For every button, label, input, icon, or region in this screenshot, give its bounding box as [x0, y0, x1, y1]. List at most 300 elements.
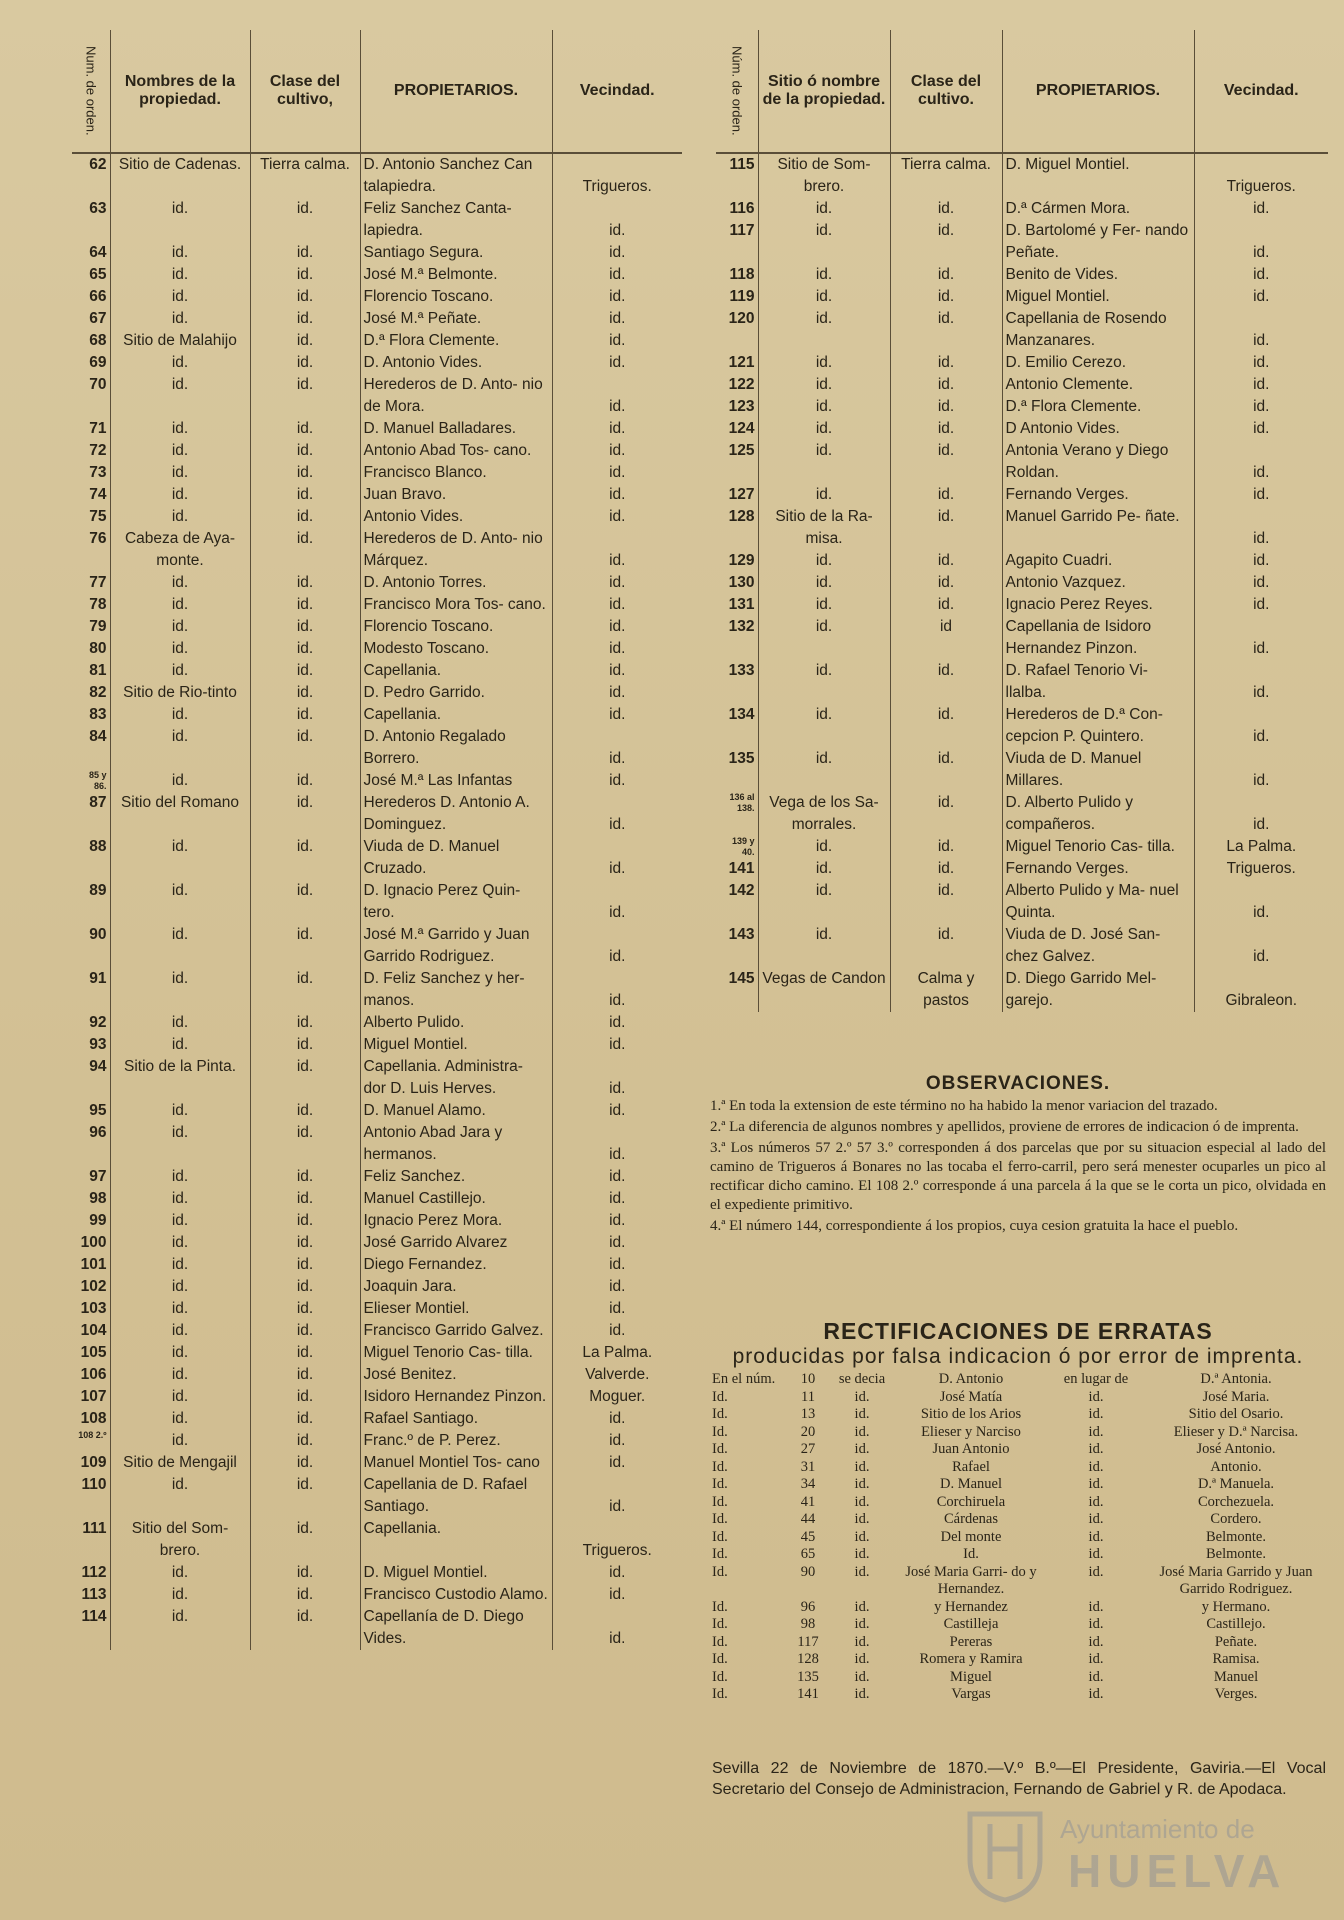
- errata-wrong: Sitio de los Arios: [920, 1406, 1022, 1422]
- row-number: 72: [72, 440, 110, 462]
- table-row: [716, 660, 1328, 704]
- row-vecindad: id.: [609, 398, 626, 415]
- errata-number: 13: [800, 1406, 816, 1422]
- errata-ref: Id.: [712, 1633, 728, 1650]
- row-propietario: D. Diego Garrido Mel- garejo.: [1002, 968, 1194, 1012]
- errata-instead: id.: [1088, 1388, 1104, 1405]
- row-propietario: D. Miguel Montiel.: [360, 1562, 552, 1584]
- errata-instead: id.: [1088, 1423, 1104, 1440]
- table-row: [72, 1276, 682, 1298]
- row-number: 112: [72, 1562, 110, 1584]
- row-propietario: Francisco Garrido Galvez.: [360, 1320, 552, 1342]
- row-vecindad: id.: [1253, 684, 1270, 701]
- row-clase: id.: [250, 1034, 360, 1056]
- row-clase: id: [890, 616, 1002, 660]
- row-number: 101: [72, 1254, 110, 1276]
- table-row: [716, 616, 1328, 660]
- row-site: Sitio de la Ra- misa.: [758, 506, 890, 550]
- errata-correct: Corchezuela.: [1197, 1493, 1275, 1510]
- table-row: [716, 704, 1328, 748]
- row-number: 71: [72, 418, 110, 440]
- row-vecindad: id.: [1253, 288, 1270, 305]
- row-clase: id.: [250, 352, 360, 374]
- row-site: id.: [110, 1320, 250, 1342]
- row-propietario: Antonia Verano y Diego Roldan.: [1002, 440, 1194, 484]
- row-propietario: Rafael Santiago.: [360, 1408, 552, 1430]
- row-clase: id.: [250, 1276, 360, 1298]
- row-clase: id.: [250, 1584, 360, 1606]
- row-site: Vega de los Sa- morrales.: [758, 792, 890, 836]
- errata-said: id.: [854, 1528, 870, 1545]
- errata-number: 90: [800, 1563, 816, 1580]
- errata-row: [710, 1529, 1326, 1547]
- row-clase: Calma y pastos: [890, 968, 1002, 1012]
- errata-instead: id.: [1088, 1528, 1104, 1545]
- header-propietarios: PROPIETARIOS.: [1002, 30, 1194, 153]
- row-vecindad: id.: [609, 706, 626, 723]
- row-clase: id.: [250, 1606, 360, 1650]
- row-site: id.: [110, 836, 250, 880]
- row-number: 133: [716, 660, 758, 704]
- row-propietario: Viuda de D. José San- chez Galvez.: [1002, 924, 1194, 968]
- row-vecindad: id.: [1253, 640, 1270, 657]
- row-clase: id.: [890, 352, 1002, 374]
- table-row: [716, 418, 1328, 440]
- row-vecindad: id.: [1253, 530, 1270, 547]
- row-vecindad: id.: [609, 1234, 626, 1251]
- row-clase: id.: [890, 858, 1002, 880]
- row-clase: id.: [250, 528, 360, 572]
- errata-said: id.: [854, 1616, 870, 1632]
- row-number: 93: [72, 1034, 110, 1056]
- row-clase: id.: [890, 374, 1002, 396]
- row-clase: id.: [250, 572, 360, 594]
- row-site: id.: [758, 418, 890, 440]
- row-propietario: José M.ª Belmonte.: [360, 264, 552, 286]
- errata-said: id.: [854, 1651, 870, 1667]
- row-clase: id.: [250, 1056, 360, 1100]
- table-row: [72, 506, 682, 528]
- errata-number: 128: [797, 1651, 819, 1667]
- table-row: [716, 594, 1328, 616]
- row-number: 85 y 86.: [72, 770, 110, 792]
- errata-said: id.: [854, 1686, 870, 1702]
- errata-row: [710, 1564, 1326, 1599]
- row-number: 66: [72, 286, 110, 308]
- errata-row: [710, 1546, 1326, 1564]
- header-num: Núm. de orden.: [716, 30, 758, 153]
- table-row: [72, 1166, 682, 1188]
- row-vecindad: id.: [609, 1102, 626, 1119]
- row-clase: id.: [250, 1232, 360, 1254]
- errata-wrong: Miguel: [950, 1668, 992, 1685]
- row-clase: id.: [890, 484, 1002, 506]
- table-row: [72, 352, 682, 374]
- errata-ref: Id.: [712, 1528, 728, 1545]
- row-number: 80: [72, 638, 110, 660]
- errata-said: id.: [854, 1563, 870, 1580]
- row-vecindad: id.: [609, 1410, 626, 1427]
- row-site: id.: [758, 550, 890, 572]
- row-clase: id.: [250, 1210, 360, 1232]
- row-vecindad: id.: [609, 1432, 626, 1449]
- row-propietario: D. Antonio Sanchez Can talapiedra.: [360, 153, 552, 198]
- row-propietario: Agapito Cuadri.: [1002, 550, 1194, 572]
- row-clase: id.: [890, 594, 1002, 616]
- row-clase: id.: [250, 792, 360, 836]
- table-row: [72, 594, 682, 616]
- table-row: [72, 1210, 682, 1232]
- row-number: 111: [72, 1518, 110, 1562]
- row-clase: id.: [250, 198, 360, 242]
- row-clase: id.: [890, 396, 1002, 418]
- errata-number: 11: [801, 1388, 815, 1405]
- table-row: [716, 880, 1328, 924]
- row-vecindad: id.: [609, 1080, 626, 1097]
- table-row: [72, 1122, 682, 1166]
- row-propietario: D. Rafael Tenorio Vi- llalba.: [1002, 660, 1194, 704]
- row-number: 104: [72, 1320, 110, 1342]
- row-propietario: D. Emilio Cerezo.: [1002, 352, 1194, 374]
- row-propietario: Ignacio Perez Mora.: [360, 1210, 552, 1232]
- row-clase: id.: [250, 1012, 360, 1034]
- errata-row: [710, 1459, 1326, 1477]
- row-propietario: D. Ignacio Perez Quin- tero.: [360, 880, 552, 924]
- row-vecindad: id.: [609, 1256, 626, 1273]
- row-site: id.: [110, 1386, 250, 1408]
- row-site: id.: [110, 616, 250, 638]
- errata-wrong: Pereras: [949, 1633, 993, 1650]
- row-propietario: D.ª Flora Clemente.: [360, 330, 552, 352]
- row-site: Sitio del Romano: [110, 792, 250, 836]
- table-row: [716, 264, 1328, 286]
- row-site: id.: [110, 1342, 250, 1364]
- ayuntamiento-watermark: [950, 1800, 1287, 1910]
- row-clase: id.: [250, 1166, 360, 1188]
- row-site: Sitio de Mengajil: [110, 1452, 250, 1474]
- row-clase: id.: [250, 638, 360, 660]
- table-row: [716, 792, 1328, 836]
- errata-said: id.: [854, 1546, 870, 1562]
- row-site: id.: [110, 1584, 250, 1606]
- row-clase: id.: [250, 1518, 360, 1562]
- row-number: 82: [72, 682, 110, 704]
- errata-instead: id.: [1088, 1476, 1104, 1492]
- errata-said: id.: [854, 1423, 870, 1440]
- row-vecindad: id.: [1253, 904, 1270, 921]
- row-propietario: D. Alberto Pulido y compañeros.: [1002, 792, 1194, 836]
- row-propietario: D.ª Flora Clemente.: [1002, 396, 1194, 418]
- row-site: id.: [758, 704, 890, 748]
- row-vecindad: id.: [609, 1212, 626, 1229]
- errata-number: 135: [797, 1668, 819, 1685]
- errata-row: [710, 1634, 1326, 1652]
- errata-instead: id.: [1088, 1633, 1104, 1650]
- row-vecindad: id.: [609, 420, 626, 437]
- row-vecindad: id.: [1253, 200, 1270, 217]
- row-site: id.: [110, 1232, 250, 1254]
- table-row: [72, 1298, 682, 1320]
- row-number: 76: [72, 528, 110, 572]
- row-clase: id.: [890, 440, 1002, 484]
- header-name: Nombres de la propiedad.: [110, 30, 250, 153]
- row-clase: id.: [250, 770, 360, 792]
- row-clase: id.: [890, 506, 1002, 550]
- row-number: 75: [72, 506, 110, 528]
- row-number: 103: [72, 1298, 110, 1320]
- row-clase: id.: [890, 704, 1002, 748]
- errata-number: 41: [800, 1493, 816, 1510]
- errata-instead: id.: [1088, 1493, 1104, 1510]
- row-number: 107: [72, 1386, 110, 1408]
- row-number: 119: [716, 286, 758, 308]
- left-register: [72, 30, 682, 1650]
- table-row: [72, 1012, 682, 1034]
- row-propietario: Ignacio Perez Reyes.: [1002, 594, 1194, 616]
- errata-wrong: Corchiruela: [936, 1493, 1006, 1510]
- row-vecindad: id.: [609, 1036, 626, 1053]
- table-row: [72, 968, 682, 1012]
- errata-ref: Id.: [712, 1423, 728, 1440]
- table-row: [72, 1034, 682, 1056]
- row-propietario: Antonio Vazquez.: [1002, 572, 1194, 594]
- row-clase: id.: [890, 550, 1002, 572]
- errata-wrong: Vargas: [951, 1686, 991, 1702]
- table-row: [72, 1408, 682, 1430]
- table-row: [72, 1232, 682, 1254]
- table-row: [72, 1584, 682, 1606]
- row-vecindad: id.: [609, 1168, 626, 1185]
- row-vecindad: Trigueros.: [582, 1542, 652, 1559]
- errata-ref: En el núm.: [712, 1371, 776, 1387]
- row-vecindad: id.: [609, 948, 626, 965]
- row-site: id.: [110, 1562, 250, 1584]
- row-site: id.: [110, 1298, 250, 1320]
- row-vecindad: id.: [609, 310, 626, 327]
- row-vecindad: id.: [609, 442, 626, 459]
- row-clase: id.: [250, 440, 360, 462]
- table-row: [716, 153, 1328, 198]
- row-number: 105: [72, 1342, 110, 1364]
- row-propietario: Fernando Verges.: [1002, 858, 1194, 880]
- errata-row: [710, 1616, 1326, 1634]
- errata-wrong: Id.: [963, 1546, 979, 1562]
- observaciones-title: OBSERVACIONES.: [925, 1073, 1111, 1094]
- errata-row: [710, 1686, 1326, 1704]
- errata-ref: Id.: [712, 1563, 728, 1580]
- row-vecindad: id.: [609, 354, 626, 371]
- errata-correct: y Hermano.: [1201, 1598, 1271, 1615]
- row-clase: id.: [890, 924, 1002, 968]
- row-site: id.: [110, 1188, 250, 1210]
- row-propietario: Antonio Clemente.: [1002, 374, 1194, 396]
- row-clase: id.: [250, 968, 360, 1012]
- row-vecindad: Trigueros.: [582, 178, 652, 195]
- row-vecindad: id.: [609, 552, 626, 569]
- row-propietario: Franc.º de P. Perez.: [360, 1430, 552, 1452]
- table-row: [72, 330, 682, 352]
- table-row: [72, 1606, 682, 1650]
- table-row: [72, 770, 682, 792]
- row-clase: id.: [890, 286, 1002, 308]
- row-site: id.: [110, 704, 250, 726]
- row-vecindad: id.: [609, 904, 626, 921]
- row-number: 128: [716, 506, 758, 550]
- row-propietario: José M.ª Las Infantas: [360, 770, 552, 792]
- errata-correct: Elieser y D.ª Narcisa.: [1173, 1423, 1299, 1440]
- row-propietario: D. Miguel Montiel.: [1002, 153, 1194, 198]
- row-vecindad: id.: [1253, 596, 1270, 613]
- errata-said: id.: [854, 1511, 870, 1527]
- row-vecindad: id.: [609, 266, 626, 283]
- row-vecindad: id.: [609, 1498, 626, 1515]
- errata-number: 44: [800, 1511, 816, 1527]
- row-number: 96: [72, 1122, 110, 1166]
- row-vecindad: id.: [1253, 816, 1270, 833]
- row-vecindad: id.: [1253, 244, 1270, 261]
- row-clase: id.: [250, 308, 360, 330]
- row-number: 130: [716, 572, 758, 594]
- errata-wrong: Del monte: [940, 1528, 1002, 1545]
- table-row: [72, 1320, 682, 1342]
- row-site: id.: [110, 1606, 250, 1650]
- row-site: id.: [110, 1408, 250, 1430]
- row-number: 115: [716, 153, 758, 198]
- table-row: [716, 286, 1328, 308]
- row-number: 118: [716, 264, 758, 286]
- row-vecindad: id.: [1253, 398, 1270, 415]
- errata-said: id.: [854, 1441, 870, 1457]
- row-vecindad: id.: [1253, 486, 1270, 503]
- errata-correct: Belmonte.: [1205, 1546, 1266, 1562]
- rectificaciones-subtitle: producidas por falsa indicacion ó por error de imprenta.: [732, 1345, 1304, 1368]
- errata-correct: D.ª Manuela.: [1197, 1476, 1275, 1492]
- row-site: id.: [110, 572, 250, 594]
- errata-row: [710, 1511, 1326, 1529]
- row-clase: id.: [890, 220, 1002, 264]
- row-number: 142: [716, 880, 758, 924]
- row-propietario: José M.ª Peñate.: [360, 308, 552, 330]
- errata-correct: Ramisa.: [1212, 1651, 1260, 1667]
- watermark-line1: Ayuntamiento de: [1060, 1814, 1255, 1844]
- row-number: 94: [72, 1056, 110, 1100]
- row-vecindad: id.: [609, 684, 626, 701]
- row-site: id.: [110, 770, 250, 792]
- errata-said: id.: [854, 1598, 870, 1615]
- errata-ref: Id.: [712, 1616, 728, 1632]
- row-vecindad: id.: [609, 244, 626, 261]
- table-row: [716, 484, 1328, 506]
- row-number: 69: [72, 352, 110, 374]
- row-propietario: Florencio Toscano.: [360, 616, 552, 638]
- errata-ref: Id.: [712, 1388, 728, 1405]
- row-number: 83: [72, 704, 110, 726]
- row-number: 136 al 138.: [716, 792, 758, 836]
- errata-said: id.: [854, 1406, 870, 1422]
- errata-ref: Id.: [712, 1441, 728, 1457]
- row-vecindad: id.: [1253, 772, 1270, 789]
- row-clase: id.: [250, 1342, 360, 1364]
- errata-ref: Id.: [712, 1598, 728, 1615]
- row-clase: id.: [250, 726, 360, 770]
- table-row: [72, 638, 682, 660]
- table-row: [716, 198, 1328, 220]
- row-propietario: Diego Fernandez.: [360, 1254, 552, 1276]
- header-vecindad: Vecindad.: [1194, 30, 1328, 153]
- errata-instead: id.: [1088, 1546, 1104, 1562]
- row-site: id.: [758, 836, 890, 858]
- row-propietario: Capellania.: [360, 660, 552, 682]
- table-row: [72, 1254, 682, 1276]
- table-row: [72, 1386, 682, 1408]
- row-clase: id.: [250, 506, 360, 528]
- errata-ref: Id.: [712, 1668, 728, 1685]
- row-clase: id.: [250, 660, 360, 682]
- errata-said: id.: [854, 1458, 870, 1475]
- row-site: id.: [110, 968, 250, 1012]
- table-row: [72, 682, 682, 704]
- table-row: [72, 1364, 682, 1386]
- errata-correct: José Maria Garrido y Juan Garrido Rodriguez.: [1159, 1563, 1313, 1597]
- row-clase: id.: [250, 880, 360, 924]
- table-row: [72, 1056, 682, 1100]
- row-clase: id.: [250, 1562, 360, 1584]
- row-vecindad: Trigueros.: [1226, 178, 1296, 195]
- row-site: id.: [110, 286, 250, 308]
- errata-correct: Sitio del Osario.: [1188, 1406, 1284, 1422]
- errata-correct: Verges.: [1214, 1686, 1258, 1702]
- errata-row: [710, 1424, 1326, 1442]
- row-number: 89: [72, 880, 110, 924]
- errata-wrong: Rafael: [952, 1458, 990, 1475]
- row-number: 122: [716, 374, 758, 396]
- coat-of-arms-icon: [960, 1804, 1050, 1904]
- row-number: 125: [716, 440, 758, 484]
- row-propietario: Capellania.: [360, 1518, 552, 1562]
- rectificaciones-section: [710, 1318, 1326, 1704]
- row-vecindad: id.: [609, 1454, 626, 1471]
- row-number: 63: [72, 198, 110, 242]
- row-site: Sitio de Malahijo: [110, 330, 250, 352]
- table-row: [72, 286, 682, 308]
- row-vecindad: id.: [609, 288, 626, 305]
- row-propietario: Antonio Vides.: [360, 506, 552, 528]
- row-site: Sitio de la Pinta.: [110, 1056, 250, 1100]
- row-number: 97: [72, 1166, 110, 1188]
- errata-wrong: Cárdenas: [944, 1511, 998, 1527]
- row-site: id.: [758, 440, 890, 484]
- row-site: id.: [110, 1276, 250, 1298]
- errata-ref: Id.: [712, 1511, 728, 1527]
- header-clase: Clase del cultivo,: [250, 30, 360, 153]
- row-propietario: Florencio Toscano.: [360, 286, 552, 308]
- row-vecindad: id.: [609, 1586, 626, 1603]
- row-site: Sitio del Som- brero.: [110, 1518, 250, 1562]
- table-row: [716, 396, 1328, 418]
- row-vecindad: La Palma.: [1226, 838, 1297, 855]
- row-propietario: Capellania.: [360, 704, 552, 726]
- row-propietario: Manuel Garrido Pe- ñate.: [1002, 506, 1194, 550]
- row-propietario: D.ª Cármen Mora.: [1002, 198, 1194, 220]
- table-row: [72, 264, 682, 286]
- row-number: 117: [716, 220, 758, 264]
- row-number: 91: [72, 968, 110, 1012]
- errata-row: [710, 1476, 1326, 1494]
- row-site: id.: [110, 374, 250, 418]
- errata-said: id.: [854, 1476, 870, 1492]
- row-site: id.: [110, 1166, 250, 1188]
- row-number: 70: [72, 374, 110, 418]
